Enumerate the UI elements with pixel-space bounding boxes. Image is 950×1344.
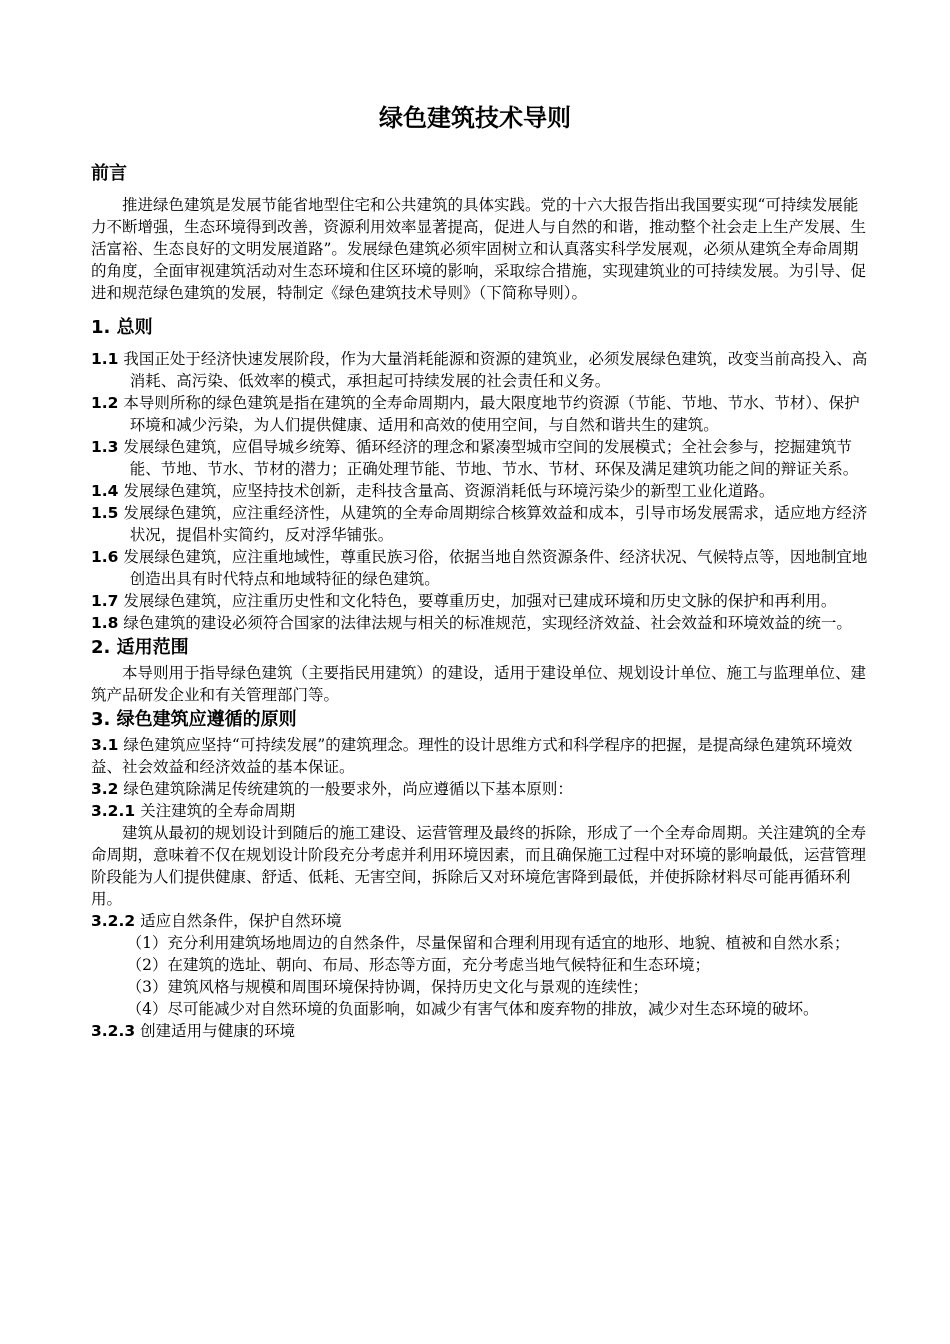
clause-title: 适应自然条件，保护自然环境 [140,912,342,930]
clause-3-2-1-title [91,800,869,822]
clause-1-2 [91,392,869,436]
list-item: （3）建筑风格与规模和周围环境保持协调，保持历史文化与景观的连续性； [126,978,649,996]
clause-1-1 [91,348,869,392]
clause-1-3 [91,436,869,480]
list-item: （4）尽可能减少对自然环境的负面影响，如减少有害气体和废弃物的排放，减少对生态环境的破坏。 [126,1000,819,1018]
clause-1-7 [91,590,869,612]
clause-3-2-2-title [91,910,869,932]
clause-1-4 [91,480,869,502]
clause-1-8 [91,612,869,634]
document-title: 绿色建筑技术导则 [379,104,571,132]
clause-text: 发展绿色建筑，应注重经济性，从建筑的全寿命周期综合核算效益和成本，引导市场发展需求，适应地方经济状况，提倡朴实简约，反对浮华铺张。 [123,504,868,544]
clause-number: 1.8 [91,614,119,632]
section-3-heading: 3. 绿色建筑应遵循的原则 [91,709,297,730]
preface-heading: 前言 [91,163,127,184]
clause-3-1 [91,734,869,778]
clause-number: 1.3 [91,438,119,456]
clause-text: 绿色建筑的建设必须符合国家的法律法规与相关的标准规范，实现经济效益、社会效益和环境效益的统一。 [123,614,852,632]
clause-number: 3.2 [91,780,119,798]
clause-text: 发展绿色建筑，应倡导城乡统筹、循环经济的理念和紧凑型城市空间的发展模式；全社会参与，挖掘建筑节能、节地、节水、节材的潜力；正确处理节能、节地、节水、节材、环保及满足建筑功能之间的辩证关系。 [123,438,859,478]
clause-1-5 [91,502,869,546]
clause-title: 关注建筑的全寿命周期 [140,802,296,820]
clause-title: 创建适用与健康的环境 [140,1022,296,1040]
clause-number: 1.7 [91,592,119,610]
clause-text: 发展绿色建筑，应坚持技术创新，走科技含量高、资源消耗低与环境污染少的新型工业化道路。 [123,482,775,500]
clause-3-2-1-paragraph: 建筑从最初的规划设计到随后的施工建设、运营管理及最终的拆除，形成了一个全寿命周期。关注建筑的全寿命周期，意味着不仅在规划设计阶段充分考虑并利用环境因素，而且确保施工过程中对环境的影响最低，运营管理阶段能为人们提供健康、舒适、低耗、无害空间，拆除后又对环境危害降到最低，并使拆除材料尽可能再循环利用。 [91,824,867,908]
clause-number: 1.6 [91,548,119,566]
clause-1-6 [91,546,869,590]
clause-text: 本导则所称的绿色建筑是指在建筑的全寿命周期内，最大限度地节约资源（节能、节地、节水、节材）、保护环境和减少污染，为人们提供健康、适用和高效的使用空间，与自然和谐共生的建筑。 [123,394,860,434]
preface-paragraph: 推进绿色建筑是发展节能省地型住宅和公共建筑的具体实践。党的十六大报告指出我国要实现“可持续发展能力不断增强，生态环境得到改善，资源利用效率显著提高，促进人与自然的和谐，推动整个社会走上生产发展、生活富裕、生态良好的文明发展道路”。发展绿色建筑必须牢固树立和认真落实科学发展观，必须从建筑全寿命周期的角度，全面审视建筑活动对生态环境和住区环境的影响，采取综合措施，实现建筑业的可持续发展。为引导、促进和规范绿色建筑的发展，特制定《绿色建筑技术导则》（下简称导则）。 [91,196,867,302]
list-item: （1）充分利用建筑场地周边的自然条件，尽量保留和合理利用现有适宜的地形、地貌、植被和自然水系； [126,934,850,952]
clause-number: 3.2.2 [91,912,136,930]
clause-3-2 [91,778,869,800]
clause-number: 1.5 [91,504,119,522]
clause-number: 1.1 [91,350,119,368]
clause-number: 3.2.1 [91,802,136,820]
section-2-heading: 2. 适用范围 [91,637,189,658]
clause-text: 绿色建筑应坚持“可持续发展”的建筑理念。理性的设计思维方式和科学程序的把握，是提高绿色建筑环境效益、社会效益和经济效益的基本保证。 [91,736,853,776]
document-body [91,160,869,1042]
section-1-heading: 1. 总则 [91,317,153,338]
clause-text: 发展绿色建筑，应注重历史性和文化特色，要尊重历史，加强对已建成环境和历史文脉的保护和再利用。 [123,592,837,610]
clause-3-2-3-title [91,1020,869,1042]
clause-number: 1.4 [91,482,119,500]
clause-number: 3.1 [91,736,119,754]
clause-text: 我国正处于经济快速发展阶段，作为大量消耗能源和资源的建筑业，必须发展绿色建筑，改变当前高投入、高消耗、高污染、低效率的模式，承担起可持续发展的社会责任和义务。 [123,350,868,390]
clause-number: 1.2 [91,394,119,412]
list-item: （2）在建筑的选址、朝向、布局、形态等方面，充分考虑当地气候特征和生态环境； [126,956,711,974]
clause-number: 3.2.3 [91,1022,136,1040]
clause-text: 绿色建筑除满足传统建筑的一般要求外，尚应遵循以下基本原则： [123,780,573,798]
clause-text: 发展绿色建筑，应注重地域性，尊重民族习俗，依据当地自然资源条件、经济状况、气候特点等，因地制宜地创造出具有时代特点和地域特征的绿色建筑。 [123,548,868,588]
section-2-paragraph: 本导则用于指导绿色建筑（主要指民用建筑）的建设，适用于建设单位、规划设计单位、施工与监理单位、建筑产品研发企业和有关管理部门等。 [91,664,867,704]
